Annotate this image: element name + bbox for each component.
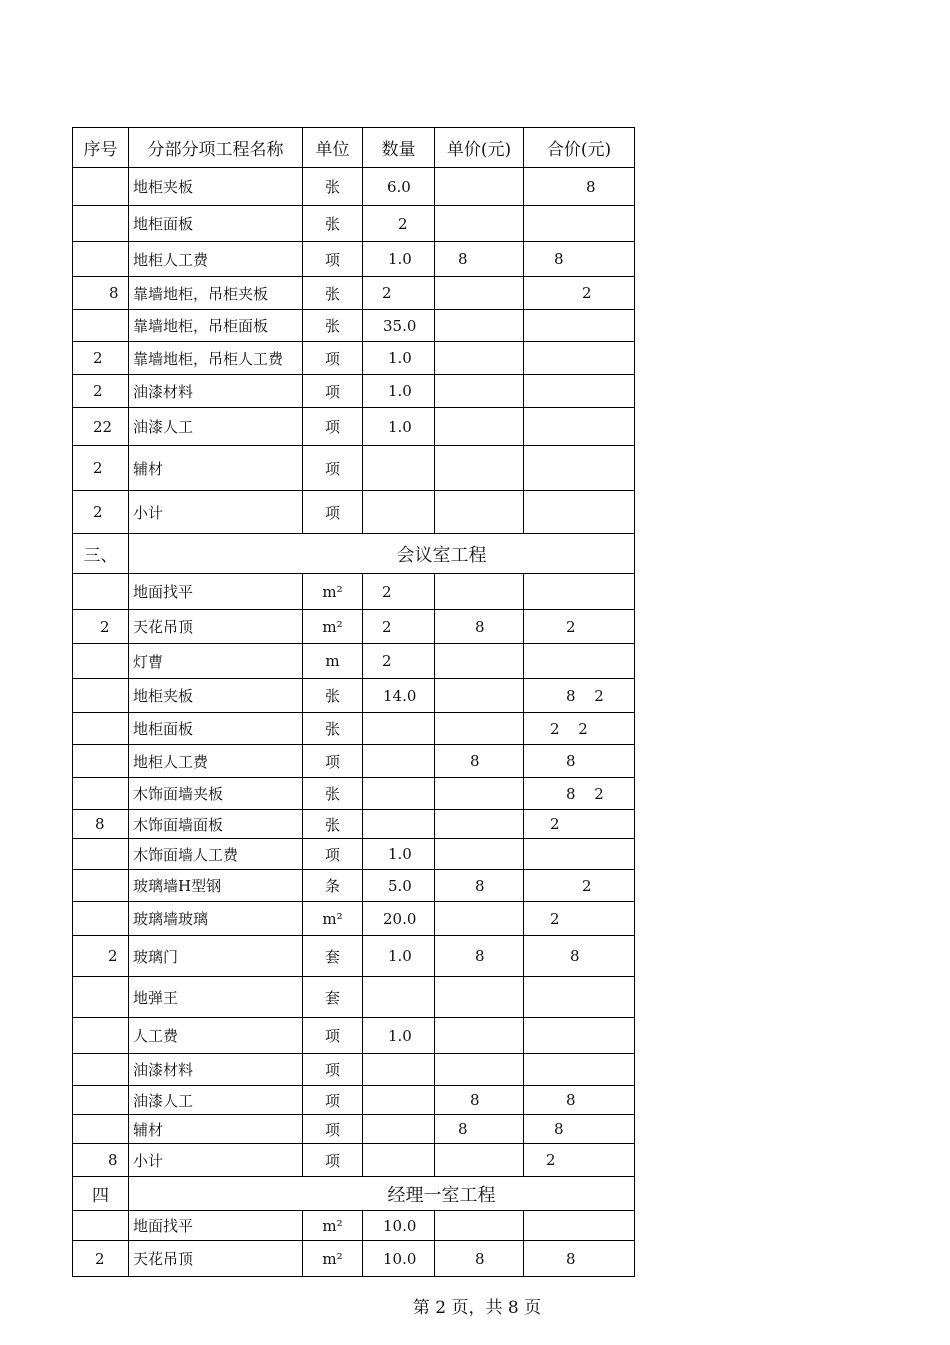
section-number: 四	[73, 1177, 129, 1211]
cell-name: 靠墙地柜，吊柜夹板	[129, 277, 303, 310]
cell-price: 8	[435, 936, 524, 977]
cell-price	[435, 342, 524, 375]
table-row	[73, 778, 635, 810]
cell-total	[524, 206, 635, 242]
cell-total: 8 2	[524, 679, 635, 713]
table-row	[73, 745, 635, 778]
cell-price	[435, 408, 524, 446]
cell-total: 2	[524, 870, 635, 902]
table-row	[73, 936, 635, 977]
cell-name: 地弹王	[129, 977, 303, 1018]
cell-unit: 张	[303, 713, 363, 745]
table-row	[73, 610, 635, 644]
cell-no	[73, 839, 129, 870]
cell-name: 玻璃墙H型钢	[129, 870, 303, 902]
table-row	[73, 713, 635, 745]
table-row	[73, 1144, 635, 1177]
table-row	[73, 375, 635, 408]
cell-total: 2	[524, 902, 635, 936]
cell-qty: 2	[363, 277, 435, 310]
table-row	[73, 168, 635, 206]
cell-price	[435, 1144, 524, 1177]
cell-unit: 项	[303, 1054, 363, 1086]
cell-price	[435, 206, 524, 242]
header-no: 序号	[73, 128, 129, 168]
cell-unit: 张	[303, 206, 363, 242]
cell-price	[435, 810, 524, 839]
table-row	[73, 839, 635, 870]
cell-total: 2	[524, 810, 635, 839]
cell-no	[73, 1054, 129, 1086]
cell-name: 木饰面墙夹板	[129, 778, 303, 810]
cell-no	[73, 574, 129, 610]
cell-qty	[363, 1054, 435, 1086]
table-row	[73, 408, 635, 446]
cell-qty: 1.0	[363, 408, 435, 446]
cell-unit: 张	[303, 810, 363, 839]
cell-unit: m²	[303, 610, 363, 644]
table-row	[73, 810, 635, 839]
section-title: 经理一室工程	[129, 1177, 635, 1211]
table-row	[73, 1086, 635, 1115]
cell-total	[524, 1054, 635, 1086]
header-price: 单价(元)	[435, 128, 524, 168]
cell-unit: 项	[303, 1115, 363, 1144]
cell-qty	[363, 745, 435, 778]
cell-no: 8	[73, 810, 129, 839]
cell-qty: 2	[363, 644, 435, 679]
cell-unit: 条	[303, 870, 363, 902]
cell-qty: 2	[363, 574, 435, 610]
cell-unit: 项	[303, 446, 363, 491]
cell-price	[435, 375, 524, 408]
table-row	[73, 242, 635, 277]
cell-total	[524, 446, 635, 491]
cell-qty: 5.0	[363, 870, 435, 902]
cell-name: 天花吊顶	[129, 1241, 303, 1277]
cell-name: 油漆人工	[129, 1086, 303, 1115]
cell-qty: 1.0	[363, 242, 435, 277]
cell-total: 2 2	[524, 713, 635, 745]
table-row	[73, 644, 635, 679]
cell-name: 天花吊顶	[129, 610, 303, 644]
cell-unit: m²	[303, 1211, 363, 1241]
cell-unit: 张	[303, 778, 363, 810]
cell-price: 8	[435, 745, 524, 778]
cell-total	[524, 977, 635, 1018]
cell-qty	[363, 778, 435, 810]
table-row	[73, 977, 635, 1018]
cell-total: 2	[524, 610, 635, 644]
cell-no	[73, 1018, 129, 1054]
cell-total: 8	[524, 168, 635, 206]
cell-price	[435, 679, 524, 713]
cell-no: 2	[73, 610, 129, 644]
table-row	[73, 574, 635, 610]
cell-no: 2	[73, 1241, 129, 1277]
cell-total	[524, 342, 635, 375]
cell-price	[435, 977, 524, 1018]
cell-price	[435, 1211, 524, 1241]
page-footer: 第 2 页，共 8 页	[412, 1298, 542, 1318]
cell-price	[435, 491, 524, 534]
cell-total: 2	[524, 277, 635, 310]
cell-price	[435, 902, 524, 936]
cell-name: 地柜夹板	[129, 168, 303, 206]
cell-no	[73, 644, 129, 679]
cell-price	[435, 310, 524, 342]
cell-unit: 项	[303, 408, 363, 446]
cell-total	[524, 310, 635, 342]
cell-no	[73, 310, 129, 342]
section-number: 三、	[73, 534, 129, 574]
table-row	[73, 342, 635, 375]
cell-unit: 项	[303, 375, 363, 408]
cell-no: 2	[73, 342, 129, 375]
cell-no: 2	[73, 936, 129, 977]
cell-name: 地柜人工费	[129, 745, 303, 778]
cell-unit: 张	[303, 310, 363, 342]
table-row	[73, 1241, 635, 1277]
cell-no: 2	[73, 375, 129, 408]
cell-unit: m²	[303, 902, 363, 936]
cell-no	[73, 168, 129, 206]
cell-name: 小计	[129, 1144, 303, 1177]
cell-name: 玻璃门	[129, 936, 303, 977]
cell-qty: 20.0	[363, 902, 435, 936]
cell-price: 8	[435, 610, 524, 644]
header-row	[73, 128, 635, 168]
header-name: 分部分项工程名称	[129, 128, 303, 168]
cell-no	[73, 1115, 129, 1144]
cell-total: 2	[524, 1144, 635, 1177]
cell-qty	[363, 1115, 435, 1144]
cell-unit: 项	[303, 342, 363, 375]
quote-table	[72, 127, 635, 1277]
cell-unit: 张	[303, 277, 363, 310]
cell-unit: 项	[303, 1086, 363, 1115]
cell-qty: 1.0	[363, 839, 435, 870]
table-row	[73, 870, 635, 902]
cell-name: 油漆人工	[129, 408, 303, 446]
cell-unit: 项	[303, 1018, 363, 1054]
cell-price	[435, 778, 524, 810]
cell-qty: 10.0	[363, 1211, 435, 1241]
cell-name: 油漆材料	[129, 1054, 303, 1086]
cell-qty: 14.0	[363, 679, 435, 713]
cell-qty	[363, 491, 435, 534]
cell-name: 地柜面板	[129, 713, 303, 745]
cell-total: 8 2	[524, 778, 635, 810]
cell-no	[73, 206, 129, 242]
cell-name: 灯曹	[129, 644, 303, 679]
cell-qty: 35.0	[363, 310, 435, 342]
cell-total	[524, 491, 635, 534]
cell-qty	[363, 1086, 435, 1115]
cell-unit: 张	[303, 168, 363, 206]
cell-unit: 项	[303, 745, 363, 778]
cell-no: 22	[73, 408, 129, 446]
table-row	[73, 1115, 635, 1144]
cell-total: 8	[524, 1115, 635, 1144]
table-row	[73, 277, 635, 310]
cell-no	[73, 242, 129, 277]
cell-total	[524, 1018, 635, 1054]
cell-unit: 套	[303, 977, 363, 1018]
cell-price: 8	[435, 242, 524, 277]
cell-price: 8	[435, 870, 524, 902]
cell-price	[435, 168, 524, 206]
cell-total	[524, 375, 635, 408]
cell-no	[73, 977, 129, 1018]
cell-total	[524, 408, 635, 446]
cell-price	[435, 839, 524, 870]
cell-qty: 1.0	[363, 936, 435, 977]
cell-name: 辅材	[129, 1115, 303, 1144]
table-row	[73, 491, 635, 534]
cell-price	[435, 446, 524, 491]
cell-unit: 项	[303, 839, 363, 870]
cell-name: 地柜人工费	[129, 242, 303, 277]
cell-price	[435, 277, 524, 310]
cell-unit: 张	[303, 679, 363, 713]
cell-total: 8	[524, 1086, 635, 1115]
cell-name: 油漆材料	[129, 375, 303, 408]
cell-unit: m²	[303, 1241, 363, 1277]
table-row	[73, 1054, 635, 1086]
cell-unit: 项	[303, 1144, 363, 1177]
cell-qty: 1.0	[363, 1018, 435, 1054]
section-row	[73, 1177, 635, 1211]
cell-name: 地柜夹板	[129, 679, 303, 713]
cell-price	[435, 713, 524, 745]
cell-qty	[363, 713, 435, 745]
cell-price: 8	[435, 1086, 524, 1115]
cell-name: 人工费	[129, 1018, 303, 1054]
cell-unit: m	[303, 644, 363, 679]
cell-unit: 项	[303, 491, 363, 534]
cell-unit: 项	[303, 242, 363, 277]
cell-name: 地面找平	[129, 574, 303, 610]
section-row	[73, 534, 635, 574]
cell-no: 2	[73, 446, 129, 491]
header-total: 合价(元)	[524, 128, 635, 168]
cell-total	[524, 574, 635, 610]
cell-total: 8	[524, 936, 635, 977]
cell-qty: 1.0	[363, 342, 435, 375]
cell-qty	[363, 810, 435, 839]
cell-name: 靠墙地柜，吊柜面板	[129, 310, 303, 342]
header-qty: 数量	[363, 128, 435, 168]
cell-no	[73, 902, 129, 936]
cell-qty: 2	[363, 610, 435, 644]
cell-no	[73, 1086, 129, 1115]
section-title: 会议室工程	[129, 534, 635, 574]
quote-table-body	[73, 128, 635, 1277]
cell-total	[524, 1211, 635, 1241]
cell-price	[435, 644, 524, 679]
cell-total: 8	[524, 242, 635, 277]
cell-qty	[363, 446, 435, 491]
cell-price	[435, 1054, 524, 1086]
cell-unit: m²	[303, 574, 363, 610]
cell-total: 8	[524, 745, 635, 778]
table-row	[73, 446, 635, 491]
cell-name: 地柜面板	[129, 206, 303, 242]
table-row	[73, 902, 635, 936]
cell-unit: 套	[303, 936, 363, 977]
cell-no	[73, 679, 129, 713]
cell-qty: 6.0	[363, 168, 435, 206]
table-row	[73, 206, 635, 242]
cell-qty: 10.0	[363, 1241, 435, 1277]
cell-name: 木饰面墙人工费	[129, 839, 303, 870]
cell-no: 8	[73, 277, 129, 310]
table-row	[73, 1018, 635, 1054]
cell-no	[73, 745, 129, 778]
cell-price	[435, 1018, 524, 1054]
cell-name: 靠墙地柜，吊柜人工费	[129, 342, 303, 375]
cell-name: 辅材	[129, 446, 303, 491]
cell-no	[73, 1211, 129, 1241]
cell-qty: 2	[363, 206, 435, 242]
cell-no	[73, 870, 129, 902]
cell-qty	[363, 977, 435, 1018]
cell-total: 8	[524, 1241, 635, 1277]
cell-total	[524, 839, 635, 870]
table-row	[73, 679, 635, 713]
table-row	[73, 310, 635, 342]
cell-no: 2	[73, 491, 129, 534]
cell-no	[73, 713, 129, 745]
cell-qty	[363, 1144, 435, 1177]
cell-name: 地面找平	[129, 1211, 303, 1241]
cell-price: 8	[435, 1115, 524, 1144]
cell-no	[73, 778, 129, 810]
cell-name: 木饰面墙面板	[129, 810, 303, 839]
cell-price: 8	[435, 1241, 524, 1277]
cell-name: 玻璃墙玻璃	[129, 902, 303, 936]
cell-name: 小计	[129, 491, 303, 534]
cell-total	[524, 644, 635, 679]
table-row	[73, 1211, 635, 1241]
cell-no: 8	[73, 1144, 129, 1177]
cell-qty: 1.0	[363, 375, 435, 408]
header-unit: 单位	[303, 128, 363, 168]
cell-price	[435, 574, 524, 610]
